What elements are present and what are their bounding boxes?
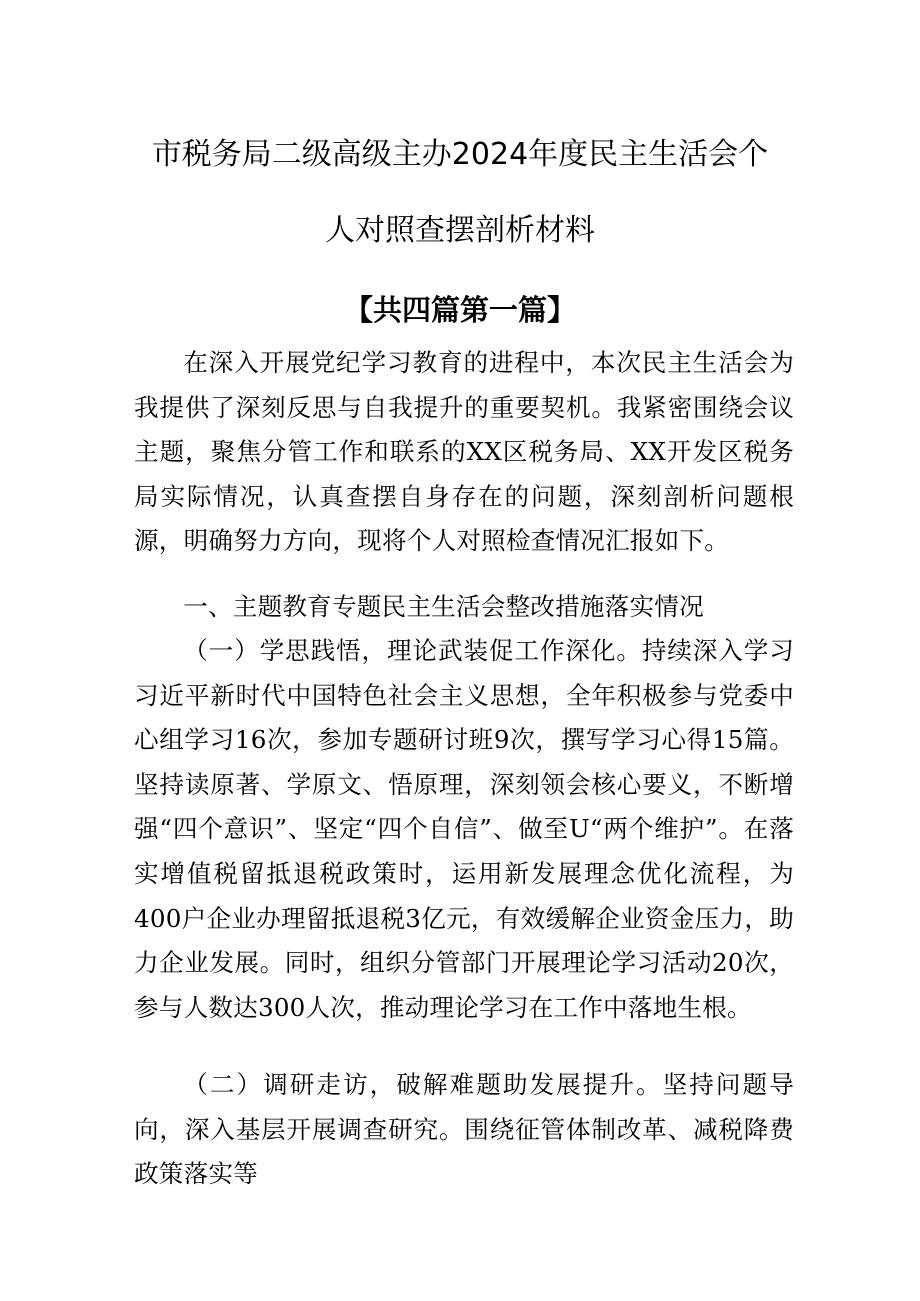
document-title-line-2: 人对照查摆剖析材料 — [325, 213, 595, 248]
subsection-2-block — [134, 1063, 794, 1197]
subsection-1-paragraph: （一）学思践悟，理论武装促工作深化。持续深入学习习近平新时代中国特色社会主义思想，全年积极参与党委中心组学习16次，参加专题研讨班9次，撰写学习心得15篇。坚持读原著、学原文、悟原理，深刻领会核心要义，不断增强“四个意识”、坚定“四个自信”、做至U“两个维护”。在落实增值税留抵退税政策时，运用新发展理念优化流程，为400户企业办理留抵退税3亿元，有效缓解企业资金压力，助力企业发展。同时，组织分管部门开展理论学习活动20次，参与人数达300人次，推动理论学习在工作中落地生根。 — [134, 636, 794, 1022]
intro-paragraph: 在深入开展党纪学习教育的进程中，本次民主生活会为我提供了深刻反思与自我提升的重要契机。我紧密围绕会议主题，聚焦分管工作和联系的XX区税务局、XX开发区税务局实际情况，认真查摆自身存在的问题，深刻剖析问题根源，明确努力方向，现将个人对照检查情况汇报如下。 — [134, 348, 794, 556]
subsection-1-block — [134, 629, 794, 1030]
section-heading: 一、主题教育专题民主生活会整改措施落实情况 — [183, 592, 704, 621]
document-subtitle: 【共四篇第一篇】 — [343, 293, 576, 327]
subsection-2-paragraph: （二）调研走访，破解难题助发展提升。坚持问题导向，深入基层开展调查研究。围绕征管体制改革、减税降费政策落实等 — [134, 1070, 794, 1189]
document-title-line-1: 市税务局二级高级主办2024年度民主生活会个 — [151, 137, 769, 172]
intro-paragraph-block — [134, 341, 794, 564]
section-heading-block — [134, 585, 794, 630]
